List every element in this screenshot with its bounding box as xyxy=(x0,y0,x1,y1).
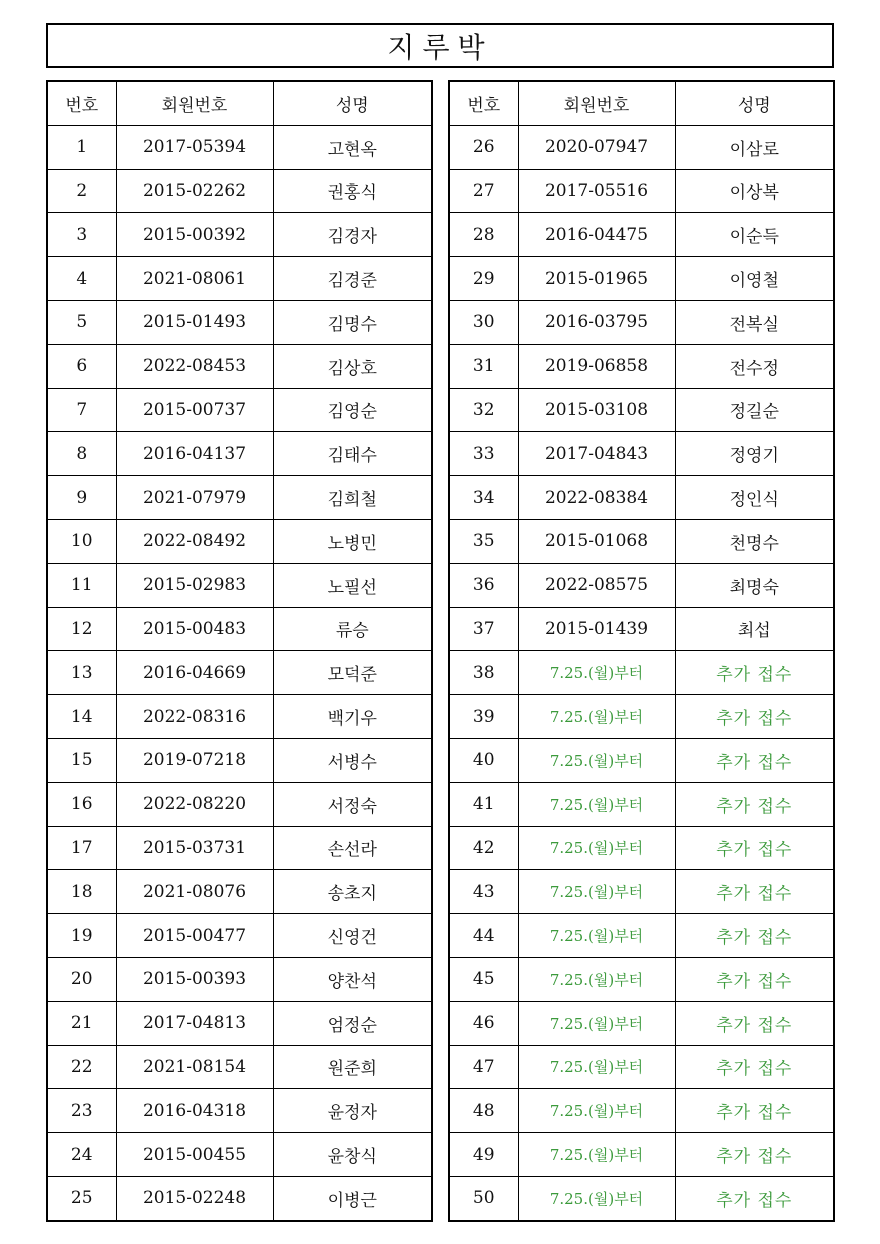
roster-table-left xyxy=(46,80,433,1222)
cell-no: 50 xyxy=(449,1176,518,1220)
table-header-row xyxy=(47,81,432,125)
table-row xyxy=(47,782,432,826)
cell-no: 4 xyxy=(47,257,116,301)
table-row xyxy=(47,213,432,257)
table-row xyxy=(449,519,834,563)
cell-name: 추가 접수 xyxy=(675,826,834,870)
cell-member-id: 2016-04137 xyxy=(116,432,273,476)
table-row xyxy=(449,476,834,520)
table-row xyxy=(449,695,834,739)
cell-no: 16 xyxy=(47,782,116,826)
table-row xyxy=(47,169,432,213)
cell-member-id: 2015-01493 xyxy=(116,300,273,344)
table-row xyxy=(449,651,834,695)
cell-name: 신영건 xyxy=(273,914,432,958)
table-row xyxy=(449,432,834,476)
cell-no: 8 xyxy=(47,432,116,476)
cell-no: 39 xyxy=(449,695,518,739)
cell-member-id: 2022-08575 xyxy=(518,563,675,607)
cell-no: 32 xyxy=(449,388,518,432)
cell-member-id: 2016-04475 xyxy=(518,213,675,257)
cell-member-id: 2015-00455 xyxy=(116,1133,273,1177)
cell-member-id: 2015-01068 xyxy=(518,519,675,563)
table-row xyxy=(449,1176,834,1220)
table-row xyxy=(449,1001,834,1045)
table-row xyxy=(47,607,432,651)
table-row xyxy=(47,1133,432,1177)
table-row xyxy=(47,388,432,432)
roster-table-right xyxy=(448,80,835,1222)
cell-no: 25 xyxy=(47,1176,116,1220)
cell-no: 12 xyxy=(47,607,116,651)
cell-member-id: 2015-00393 xyxy=(116,957,273,1001)
cell-no: 19 xyxy=(47,914,116,958)
cell-member-id: 2021-08061 xyxy=(116,257,273,301)
cell-member-id: 2015-02248 xyxy=(116,1176,273,1220)
header-no: 번호 xyxy=(449,81,518,125)
cell-name: 정길순 xyxy=(675,388,834,432)
cell-no: 49 xyxy=(449,1133,518,1177)
cell-no: 6 xyxy=(47,344,116,388)
header-name: 성명 xyxy=(675,81,834,125)
table-row xyxy=(449,826,834,870)
cell-no: 15 xyxy=(47,738,116,782)
cell-name: 추가 접수 xyxy=(675,914,834,958)
cell-no: 20 xyxy=(47,957,116,1001)
table-row xyxy=(449,388,834,432)
table-row xyxy=(47,344,432,388)
table-row xyxy=(47,519,432,563)
cell-no: 22 xyxy=(47,1045,116,1089)
cell-member-id: 2016-04318 xyxy=(116,1089,273,1133)
cell-member-id: 7.25.(월)부터 xyxy=(518,738,675,782)
table-row xyxy=(47,957,432,1001)
table-row xyxy=(449,1133,834,1177)
cell-name: 추가 접수 xyxy=(675,738,834,782)
cell-name: 송초지 xyxy=(273,870,432,914)
cell-member-id: 7.25.(월)부터 xyxy=(518,1001,675,1045)
cell-no: 5 xyxy=(47,300,116,344)
table-row xyxy=(47,1089,432,1133)
cell-no: 37 xyxy=(449,607,518,651)
cell-name: 서병수 xyxy=(273,738,432,782)
cell-no: 34 xyxy=(449,476,518,520)
cell-no: 17 xyxy=(47,826,116,870)
cell-no: 2 xyxy=(47,169,116,213)
cell-no: 48 xyxy=(449,1089,518,1133)
cell-member-id: 2015-01965 xyxy=(518,257,675,301)
table-row xyxy=(47,432,432,476)
cell-member-id: 2019-06858 xyxy=(518,344,675,388)
cell-no: 27 xyxy=(449,169,518,213)
cell-member-id: 2015-00483 xyxy=(116,607,273,651)
cell-name: 모덕준 xyxy=(273,651,432,695)
cell-name: 이삼로 xyxy=(675,125,834,169)
table-row xyxy=(449,213,834,257)
cell-member-id: 2015-00392 xyxy=(116,213,273,257)
cell-name: 추가 접수 xyxy=(675,1133,834,1177)
cell-name: 추가 접수 xyxy=(675,1089,834,1133)
table-row xyxy=(47,257,432,301)
cell-no: 35 xyxy=(449,519,518,563)
cell-no: 7 xyxy=(47,388,116,432)
table-row xyxy=(47,1176,432,1220)
cell-member-id: 2017-05394 xyxy=(116,125,273,169)
cell-member-id: 2021-08076 xyxy=(116,870,273,914)
table-row xyxy=(47,914,432,958)
cell-no: 24 xyxy=(47,1133,116,1177)
cell-name: 김상호 xyxy=(273,344,432,388)
cell-member-id: 2015-00477 xyxy=(116,914,273,958)
cell-no: 30 xyxy=(449,300,518,344)
cell-no: 23 xyxy=(47,1089,116,1133)
cell-no: 29 xyxy=(449,257,518,301)
table-row xyxy=(449,914,834,958)
cell-no: 28 xyxy=(449,213,518,257)
cell-name: 손선라 xyxy=(273,826,432,870)
cell-no: 26 xyxy=(449,125,518,169)
cell-name: 이상복 xyxy=(675,169,834,213)
cell-member-id: 7.25.(월)부터 xyxy=(518,782,675,826)
cell-name: 추가 접수 xyxy=(675,695,834,739)
header-no: 번호 xyxy=(47,81,116,125)
table-row xyxy=(449,169,834,213)
cell-no: 40 xyxy=(449,738,518,782)
cell-name: 이병근 xyxy=(273,1176,432,1220)
cell-name: 추가 접수 xyxy=(675,1045,834,1089)
table-row xyxy=(449,738,834,782)
cell-name: 김명수 xyxy=(273,300,432,344)
cell-member-id: 2016-03795 xyxy=(518,300,675,344)
cell-name: 김태수 xyxy=(273,432,432,476)
cell-no: 44 xyxy=(449,914,518,958)
cell-name: 추가 접수 xyxy=(675,957,834,1001)
cell-no: 11 xyxy=(47,563,116,607)
cell-member-id: 7.25.(월)부터 xyxy=(518,1133,675,1177)
cell-name: 최명숙 xyxy=(675,563,834,607)
cell-member-id: 7.25.(월)부터 xyxy=(518,695,675,739)
cell-name: 전수정 xyxy=(675,344,834,388)
cell-member-id: 2017-04813 xyxy=(116,1001,273,1045)
cell-member-id: 2015-03731 xyxy=(116,826,273,870)
cell-name: 정인식 xyxy=(675,476,834,520)
cell-no: 31 xyxy=(449,344,518,388)
cell-member-id: 2015-02262 xyxy=(116,169,273,213)
cell-member-id: 7.25.(월)부터 xyxy=(518,1045,675,1089)
cell-no: 45 xyxy=(449,957,518,1001)
cell-no: 38 xyxy=(449,651,518,695)
cell-member-id: 2022-08492 xyxy=(116,519,273,563)
cell-member-id: 7.25.(월)부터 xyxy=(518,1089,675,1133)
cell-member-id: 2015-00737 xyxy=(116,388,273,432)
cell-name: 김경준 xyxy=(273,257,432,301)
table-row xyxy=(47,870,432,914)
table-row xyxy=(47,125,432,169)
cell-no: 10 xyxy=(47,519,116,563)
cell-member-id: 2021-07979 xyxy=(116,476,273,520)
cell-name: 백기우 xyxy=(273,695,432,739)
cell-name: 김경자 xyxy=(273,213,432,257)
cell-name: 추가 접수 xyxy=(675,1176,834,1220)
table-row xyxy=(449,1045,834,1089)
table-row xyxy=(449,344,834,388)
cell-no: 1 xyxy=(47,125,116,169)
cell-member-id: 2015-03108 xyxy=(518,388,675,432)
cell-no: 47 xyxy=(449,1045,518,1089)
cell-member-id: 7.25.(월)부터 xyxy=(518,914,675,958)
cell-name: 양찬석 xyxy=(273,957,432,1001)
cell-member-id: 2017-05516 xyxy=(518,169,675,213)
cell-name: 윤정자 xyxy=(273,1089,432,1133)
cell-name: 노필선 xyxy=(273,563,432,607)
cell-name: 추가 접수 xyxy=(675,1001,834,1045)
cell-no: 14 xyxy=(47,695,116,739)
table-row xyxy=(449,607,834,651)
table-row xyxy=(449,1089,834,1133)
table-row xyxy=(449,870,834,914)
cell-member-id: 2022-08453 xyxy=(116,344,273,388)
table-row xyxy=(47,1001,432,1045)
cell-name: 권홍식 xyxy=(273,169,432,213)
table-row xyxy=(47,1045,432,1089)
cell-member-id: 2021-08154 xyxy=(116,1045,273,1089)
cell-no: 13 xyxy=(47,651,116,695)
cell-member-id: 7.25.(월)부터 xyxy=(518,1176,675,1220)
cell-name: 전복실 xyxy=(675,300,834,344)
cell-no: 18 xyxy=(47,870,116,914)
table-row xyxy=(47,651,432,695)
cell-member-id: 7.25.(월)부터 xyxy=(518,826,675,870)
header-member-id: 회원번호 xyxy=(518,81,675,125)
table-row xyxy=(449,957,834,1001)
cell-no: 21 xyxy=(47,1001,116,1045)
cell-member-id: 2015-02983 xyxy=(116,563,273,607)
table-header-row xyxy=(449,81,834,125)
table-row xyxy=(47,300,432,344)
table-row xyxy=(449,563,834,607)
cell-member-id: 2019-07218 xyxy=(116,738,273,782)
table-row xyxy=(449,300,834,344)
cell-member-id: 2022-08384 xyxy=(518,476,675,520)
cell-no: 3 xyxy=(47,213,116,257)
cell-name: 김희철 xyxy=(273,476,432,520)
cell-name: 류승 xyxy=(273,607,432,651)
cell-name: 엄정순 xyxy=(273,1001,432,1045)
cell-name: 노병민 xyxy=(273,519,432,563)
cell-name: 추가 접수 xyxy=(675,651,834,695)
cell-name: 이영철 xyxy=(675,257,834,301)
table-row xyxy=(47,476,432,520)
cell-name: 이순득 xyxy=(675,213,834,257)
table-row xyxy=(47,826,432,870)
cell-member-id: 2022-08220 xyxy=(116,782,273,826)
cell-member-id: 7.25.(월)부터 xyxy=(518,957,675,1001)
roster-body-right xyxy=(449,125,834,1220)
cell-member-id: 2015-01439 xyxy=(518,607,675,651)
header-name: 성명 xyxy=(273,81,432,125)
cell-member-id: 7.25.(월)부터 xyxy=(518,651,675,695)
cell-name: 정영기 xyxy=(675,432,834,476)
cell-member-id: 2017-04843 xyxy=(518,432,675,476)
roster-body-left xyxy=(47,125,432,1220)
cell-no: 33 xyxy=(449,432,518,476)
cell-member-id: 7.25.(월)부터 xyxy=(518,870,675,914)
cell-name: 천명수 xyxy=(675,519,834,563)
cell-no: 9 xyxy=(47,476,116,520)
cell-name: 추가 접수 xyxy=(675,782,834,826)
cell-member-id: 2022-08316 xyxy=(116,695,273,739)
cell-no: 43 xyxy=(449,870,518,914)
cell-name: 고현옥 xyxy=(273,125,432,169)
cell-name: 김영순 xyxy=(273,388,432,432)
cell-member-id: 2016-04669 xyxy=(116,651,273,695)
cell-member-id: 2020-07947 xyxy=(518,125,675,169)
table-row xyxy=(449,257,834,301)
cell-no: 36 xyxy=(449,563,518,607)
table-row xyxy=(449,782,834,826)
header-member-id: 회원번호 xyxy=(116,81,273,125)
table-row xyxy=(47,738,432,782)
cell-name: 추가 접수 xyxy=(675,870,834,914)
cell-no: 42 xyxy=(449,826,518,870)
table-row xyxy=(47,695,432,739)
table-row xyxy=(47,563,432,607)
cell-no: 46 xyxy=(449,1001,518,1045)
cell-name: 윤창식 xyxy=(273,1133,432,1177)
cell-name: 원준희 xyxy=(273,1045,432,1089)
cell-name: 서정숙 xyxy=(273,782,432,826)
page-title: 지루박 xyxy=(46,23,834,68)
table-row xyxy=(449,125,834,169)
cell-name: 최섭 xyxy=(675,607,834,651)
cell-no: 41 xyxy=(449,782,518,826)
